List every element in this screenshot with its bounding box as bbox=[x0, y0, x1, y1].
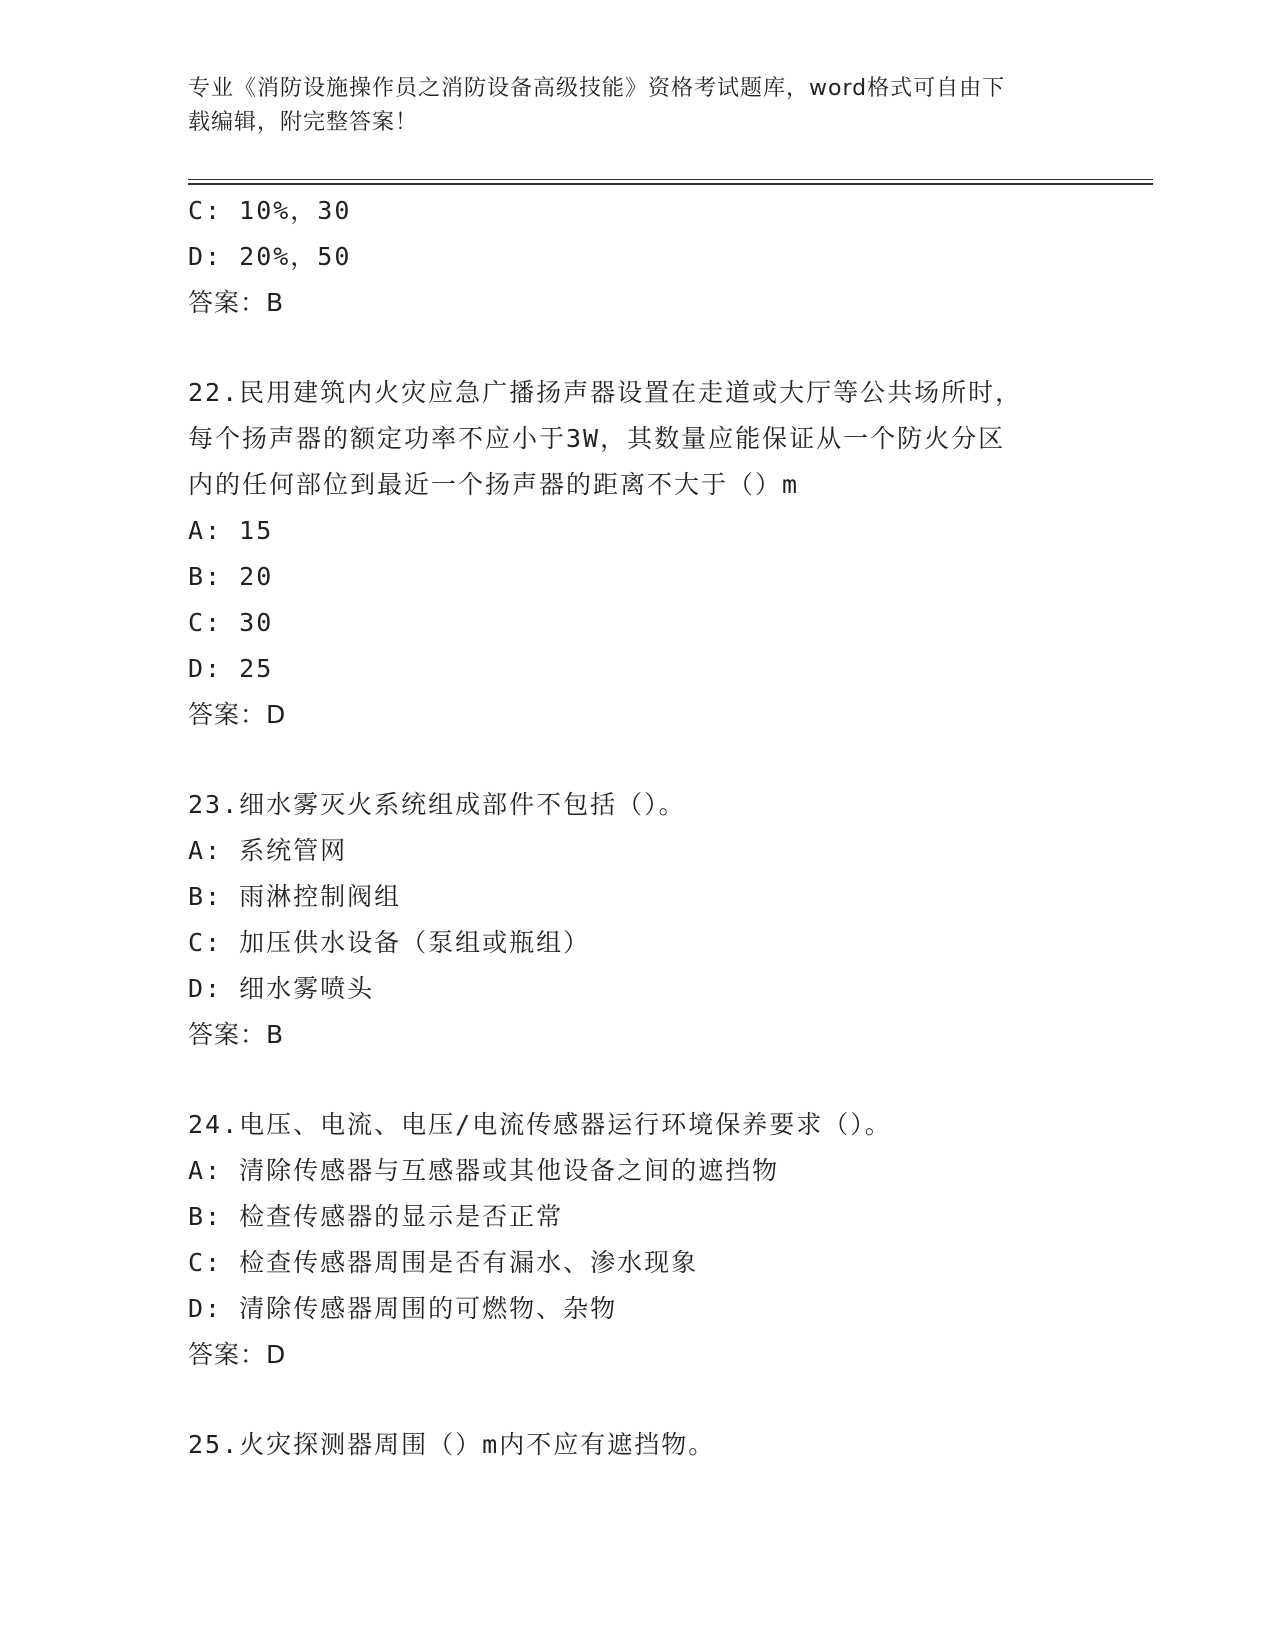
question-text-line: 24.电压、电流、电压/电流传感器运行环境保养要求（）。 bbox=[188, 1110, 892, 1139]
question-block-22 bbox=[188, 370, 1088, 738]
option-d: D: 20%，50 bbox=[188, 242, 352, 271]
question-list bbox=[188, 188, 1088, 1468]
option-d: D: 25 bbox=[188, 654, 274, 683]
question-block-prev bbox=[188, 188, 1088, 326]
spacer bbox=[188, 738, 1088, 782]
answer-label: 答案：D bbox=[188, 700, 287, 729]
answer-label: 答案：B bbox=[188, 1020, 285, 1049]
option-c: C: 加压供水设备（泵组或瓶组） bbox=[188, 928, 591, 957]
document-header bbox=[188, 72, 1068, 140]
question-block-24 bbox=[188, 1102, 1088, 1378]
option-a: A: 系统管网 bbox=[188, 836, 348, 865]
answer-label: 答案：B bbox=[188, 288, 285, 317]
header-line-1: 专业《消防设施操作员之消防设备高级技能》资格考试题库，word格式可自由下 bbox=[188, 76, 1006, 101]
question-text-line: 23.细水雾灭火系统组成部件不包括（）。 bbox=[188, 790, 686, 819]
answer-label: 答案：D bbox=[188, 1340, 287, 1369]
option-c: C: 检查传感器周围是否有漏水、渗水现象 bbox=[188, 1248, 699, 1277]
question-block-25 bbox=[188, 1422, 1088, 1468]
header-line-2: 载编辑，附完整答案！ bbox=[188, 110, 419, 135]
option-d: D: 细水雾喷头 bbox=[188, 974, 375, 1003]
header-divider-thick bbox=[188, 183, 1153, 185]
option-a: A: 15 bbox=[188, 516, 274, 545]
option-b: B: 雨淋控制阀组 bbox=[188, 882, 402, 911]
spacer bbox=[188, 1058, 1088, 1102]
option-c: C: 30 bbox=[188, 608, 274, 637]
option-d: D: 清除传感器周围的可燃物、杂物 bbox=[188, 1294, 618, 1323]
option-b: B: 检查传感器的显示是否正常 bbox=[188, 1202, 564, 1231]
option-c: C: 10%，30 bbox=[188, 196, 352, 225]
question-text-line: 每个扬声器的额定功率不应小于3W，其数量应能保证从一个防火分区 bbox=[188, 424, 1006, 453]
header-divider-thin bbox=[188, 179, 1153, 180]
question-text-line: 25.火灾探测器周围（）m内不应有遮挡物。 bbox=[188, 1430, 716, 1459]
question-text-line: 22.民用建筑内火灾应急广播扬声器设置在走道或大厅等公共场所时， bbox=[188, 378, 1023, 407]
spacer bbox=[188, 326, 1088, 370]
option-a: A: 清除传感器与互感器或其他设备之间的遮挡物 bbox=[188, 1156, 780, 1185]
spacer bbox=[188, 1378, 1088, 1422]
option-b: B: 20 bbox=[188, 562, 274, 591]
question-text-line: 内的任何部位到最近一个扬声器的距离不大于（）m bbox=[188, 470, 800, 499]
question-block-23 bbox=[188, 782, 1088, 1058]
